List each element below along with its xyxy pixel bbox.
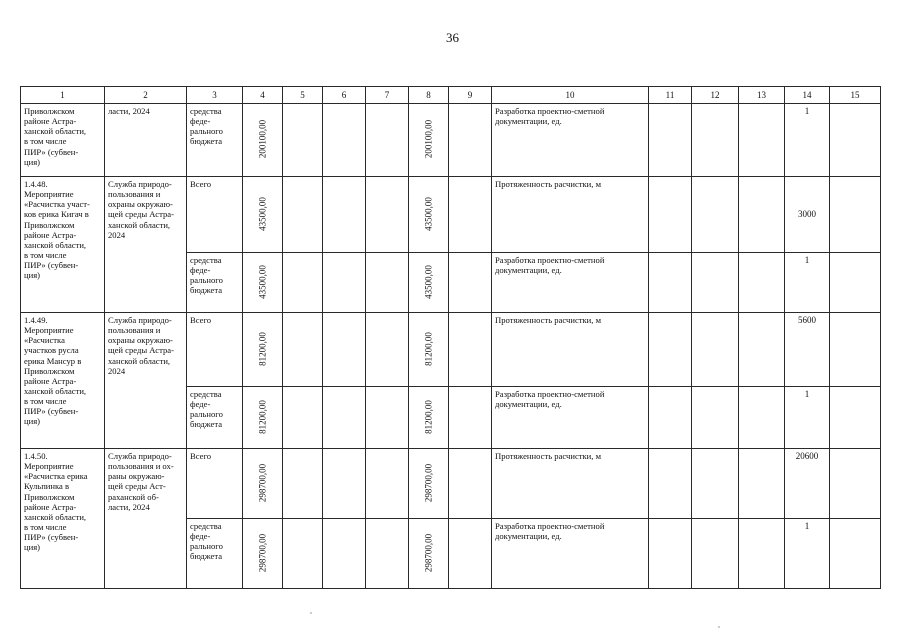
scan-speck — [310, 612, 312, 614]
funding-source-cell: средства феде- рального бюджета — [187, 519, 243, 589]
indicator-value-cell: 1 — [785, 519, 830, 589]
funding-source-cell: Всего — [187, 177, 243, 253]
empty-cell — [323, 253, 366, 313]
empty-cell — [323, 104, 366, 177]
table-row — [21, 313, 881, 387]
amount-value: 43500,00 — [257, 265, 268, 299]
empty-cell — [649, 449, 692, 519]
empty-cell — [323, 313, 366, 387]
indicator-cell: Протяженность расчистки, м — [492, 177, 649, 253]
column-header: 12 — [692, 87, 739, 104]
column-header: 8 — [409, 87, 449, 104]
table-row — [21, 449, 881, 519]
empty-cell — [366, 104, 409, 177]
indicator-cell: Протяженность расчистки, м — [492, 449, 649, 519]
indicator-value-cell: 1 — [785, 387, 830, 449]
empty-cell — [649, 519, 692, 589]
scan-speck — [718, 626, 720, 628]
indicator-cell: Разработка проектно-сметной документации, ед. — [492, 253, 649, 313]
event-name-cell: 1.4.49. Мероприятие «Расчистка участков русла ерика Мансур в Приволжском районе Астра- ханской области, в том числе ПИР» (субвен- ция) — [21, 313, 105, 449]
amount-value: 43500,00 — [423, 197, 434, 231]
empty-cell — [283, 177, 323, 253]
empty-cell — [692, 253, 739, 313]
indicator-value-cell: 1 — [785, 253, 830, 313]
amount-cell — [243, 253, 283, 313]
empty-cell — [692, 177, 739, 253]
empty-cell — [323, 449, 366, 519]
indicator-cell: Разработка проектно-сметной документации, ед. — [492, 519, 649, 589]
column-header: 4 — [243, 87, 283, 104]
empty-cell — [739, 519, 785, 589]
empty-cell — [449, 253, 492, 313]
page-number: 36 — [446, 30, 459, 45]
empty-cell — [692, 104, 739, 177]
empty-cell — [830, 253, 881, 313]
funding-source-cell: Всего — [187, 313, 243, 387]
empty-cell — [692, 387, 739, 449]
amount-cell — [409, 387, 449, 449]
amount-value: 298700,00 — [257, 463, 268, 503]
empty-cell — [830, 519, 881, 589]
empty-cell — [692, 449, 739, 519]
empty-cell — [283, 104, 323, 177]
empty-cell — [449, 177, 492, 253]
indicator-cell: Разработка проектно-сметной документации, ед. — [492, 387, 649, 449]
event-name-cell: Приволжском районе Астра- ханской области, в том числе ПИР» (субвен- ция) — [21, 104, 105, 177]
empty-cell — [449, 313, 492, 387]
empty-cell — [366, 253, 409, 313]
amount-cell — [409, 177, 449, 253]
funding-source-cell: средства феде- рального бюджета — [187, 253, 243, 313]
empty-cell — [830, 313, 881, 387]
empty-cell — [649, 104, 692, 177]
column-number-row — [21, 87, 881, 104]
empty-cell — [323, 519, 366, 589]
empty-cell — [739, 253, 785, 313]
amount-value: 81200,00 — [257, 400, 268, 434]
amount-cell — [409, 449, 449, 519]
amount-cell — [409, 104, 449, 177]
amount-cell — [243, 313, 283, 387]
empty-cell — [692, 519, 739, 589]
column-header: 1 — [21, 87, 105, 104]
indicator-value-cell: 1 — [785, 104, 830, 177]
empty-cell — [830, 177, 881, 253]
amount-cell — [243, 387, 283, 449]
empty-cell — [449, 104, 492, 177]
empty-cell — [283, 313, 323, 387]
empty-cell — [366, 387, 409, 449]
indicator-value-cell: 3000 — [785, 177, 830, 253]
amount-value: 43500,00 — [257, 197, 268, 231]
empty-cell — [739, 387, 785, 449]
table-row — [21, 177, 881, 253]
column-header: 15 — [830, 87, 881, 104]
column-header: 2 — [105, 87, 187, 104]
empty-cell — [283, 253, 323, 313]
column-header: 13 — [739, 87, 785, 104]
amount-value: 298700,00 — [423, 463, 434, 503]
funding-source-cell: Всего — [187, 449, 243, 519]
budget-table — [20, 86, 881, 589]
amount-value: 298700,00 — [423, 533, 434, 573]
amount-value: 81200,00 — [423, 400, 434, 434]
empty-cell — [692, 313, 739, 387]
indicator-value-cell: 5600 — [785, 313, 830, 387]
empty-cell — [649, 253, 692, 313]
column-header: 3 — [187, 87, 243, 104]
indicator-cell: Разработка проектно-сметной документации, ед. — [492, 104, 649, 177]
amount-cell — [243, 519, 283, 589]
funding-source-cell: средства феде- рального бюджета — [187, 104, 243, 177]
column-header: 11 — [649, 87, 692, 104]
executor-cell: Служба природо- пользования и охраны окружаю- щей среды Астра- ханской области, 2024 — [105, 177, 187, 313]
amount-value: 298700,00 — [257, 533, 268, 573]
amount-cell — [243, 104, 283, 177]
column-header: 6 — [323, 87, 366, 104]
amount-cell — [243, 177, 283, 253]
empty-cell — [449, 387, 492, 449]
amount-cell — [243, 449, 283, 519]
amount-cell — [409, 253, 449, 313]
indicator-value-cell: 20600 — [785, 449, 830, 519]
column-header: 7 — [366, 87, 409, 104]
empty-cell — [283, 449, 323, 519]
empty-cell — [830, 449, 881, 519]
column-header: 14 — [785, 87, 830, 104]
table-row — [21, 104, 881, 177]
column-header: 5 — [283, 87, 323, 104]
empty-cell — [449, 519, 492, 589]
executor-cell: Служба природо- пользования и охраны окружаю- щей среды Астра- ханской области, 2024 — [105, 313, 187, 449]
empty-cell — [649, 177, 692, 253]
amount-cell — [409, 313, 449, 387]
amount-value: 81200,00 — [257, 332, 268, 366]
empty-cell — [739, 449, 785, 519]
amount-value: 200100,00 — [257, 119, 268, 159]
amount-value: 43500,00 — [423, 265, 434, 299]
empty-cell — [830, 104, 881, 177]
amount-cell — [409, 519, 449, 589]
event-name-cell: 1.4.50. Мероприятие «Расчистка ерика Кульпинка в Приволжском районе Астра- ханской области, в том числе ПИР» (субвен- ция) — [21, 449, 105, 589]
empty-cell — [830, 387, 881, 449]
empty-cell — [366, 519, 409, 589]
amount-value: 81200,00 — [423, 332, 434, 366]
empty-cell — [739, 177, 785, 253]
empty-cell — [649, 387, 692, 449]
amount-value: 200100,00 — [423, 119, 434, 159]
event-name-cell: 1.4.48. Мероприятие «Расчистка участ- ков ерика Кигач в Приволжском районе Астра- ханской области, в том числе ПИР» (субвен- ция) — [21, 177, 105, 313]
column-header: 10 — [492, 87, 649, 104]
empty-cell — [649, 313, 692, 387]
funding-source-cell: средства феде- рального бюджета — [187, 387, 243, 449]
empty-cell — [366, 177, 409, 253]
column-header: 9 — [449, 87, 492, 104]
empty-cell — [366, 449, 409, 519]
empty-cell — [449, 449, 492, 519]
empty-cell — [739, 313, 785, 387]
empty-cell — [739, 104, 785, 177]
empty-cell — [323, 387, 366, 449]
executor-cell: Служба природо- пользования и ох- раны окружаю- щей среды Аст- раханской об- ласти, 2024 — [105, 449, 187, 589]
empty-cell — [323, 177, 366, 253]
empty-cell — [283, 519, 323, 589]
empty-cell — [283, 387, 323, 449]
executor-cell: ласти, 2024 — [105, 104, 187, 177]
indicator-cell: Протяженность расчистки, м — [492, 313, 649, 387]
empty-cell — [366, 313, 409, 387]
